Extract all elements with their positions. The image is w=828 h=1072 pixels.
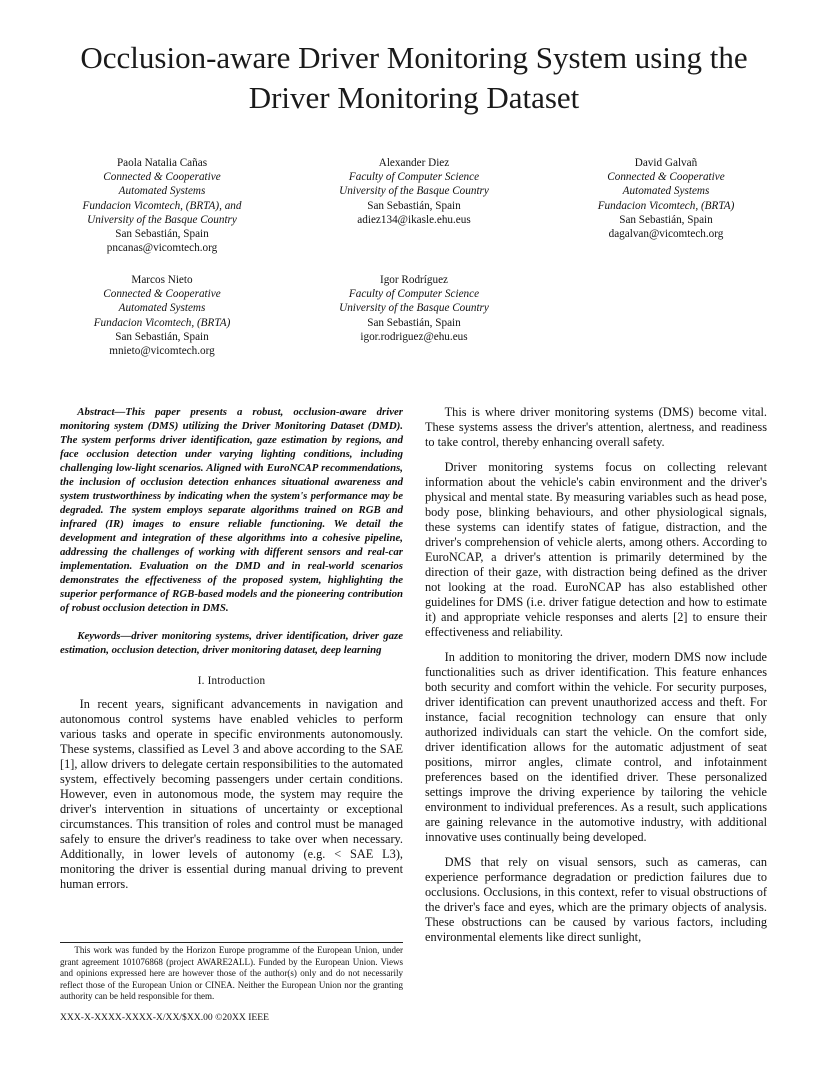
right-column <box>425 405 767 955</box>
funding-footnote: This work was funded by the Horizon Europe programme of the European Union, under grant agreement 101076868 (project AWARE2ALL). Funded by the European Union. Views and opinions expressed here are however those of the author(s) only and do not necessarily reflect those of the European Union or CINEA. Neither the European Union nor the granting authority can be held responsible for them. <box>60 945 403 1002</box>
left-column <box>60 405 403 902</box>
intro-paragraph: In recent years, significant advancements in navigation and autonomous control systems have enabled vehicles to perform various tasks and operate in specific environments autonomously. These systems, classified as Level 3 and above according to the SAE [1], allow drivers to delegate certain responsibilities to the automated system, effectively becoming passengers under certain conditions. However, even in autonomous mode, the system may require the driver's intervention in situations of uncertainty or exceptional circumstances. This transition of roles and control must be managed safely to ensure the driver's readiness to take over when necessary. Additionally, in lower levels of autonomy (e.g. < SAE L3), monitoring the driver is essential during manual driving to prevent human errors. <box>60 697 403 891</box>
author-name: Alexander Diez <box>378 157 450 169</box>
author-email: pncanas@vicomtech.org <box>106 242 218 255</box>
author-affiliation: University of the Basque Country <box>339 302 489 315</box>
section-heading: I. Introduction <box>197 675 266 687</box>
author-email: igor.rodriguez@ehu.eus <box>360 330 468 343</box>
author-block-1 <box>42 156 282 255</box>
copyright-line: XXX-X-XXXX-XXXX-X/XX/$XX.00 ©20XX IEEE <box>60 1012 269 1023</box>
author-location: San Sebastián, Spain <box>115 330 209 343</box>
author-affiliation: Fundacion Vicomtech, (BRTA), and <box>82 199 242 212</box>
author-location: San Sebastián, Spain <box>115 228 209 241</box>
author-block-5 <box>294 273 534 344</box>
keywords: Keywords—driver monitoring systems, driver identification, driver gaze estimation, occlusion detection, driver monitoring dataset, deep learning <box>60 630 403 656</box>
author-affiliation: University of the Basque Country <box>339 185 489 198</box>
author-name: Igor Rodríguez <box>379 274 449 286</box>
abstract: Abstract—This paper presents a robust, occlusion-aware driver monitoring system (DMS) utilizing the Driver Monitoring Dataset (DMD). The system performs driver identification, gaze estimation by regions, and face occlusion detection under varying lighting conditions, including challenging low-light scenarios. Aligned with EuroNCAP recommendations, the inclusion of occlusion detection enhances situational awareness and system trustworthiness by indicating when the system's performance may be degraded. The system employs separate algorithms trained on RGB and infrared (IR) images to ensure reliable functioning. We detail the development and integration of these algorithms into a cohesive pipeline, addressing the challenges of working with different sensors and real-car implementation. Evaluation on the DMD and in real-world scenarios demonstrates the effectiveness of the proposed system, highlighting the superior performance of RGB-based models and the pioneering contribution of robust occlusion detection in DMS. <box>60 406 403 614</box>
author-email: dagalvan@vicomtech.org <box>608 228 724 241</box>
author-affiliation: Automated Systems <box>118 185 206 198</box>
author-affiliation: Faculty of Computer Science <box>348 171 480 184</box>
author-email: adiez134@ikasle.ehu.eus <box>357 213 471 226</box>
body-paragraph: Driver monitoring systems focus on collecting relevant information about the vehicle's cabin environment and the driver's physical and mental state. By measuring variables such as head pose, body pose, blinking behaviours, and other physiological signals, these systems can identify states of fatigue, distraction, and the driver's comprehension of vehicle alerts, among others. According to EuroNCAP, a driver's attention is primarily determined by the direction of their gaze, with distraction being defined as the driver not looking at the road. EuroNCAP has also established other guidelines for DMS (i.e. driver fatigue detection and how to estimate it) and appropriate vehicle responses and alerts [2] to ensure their effectiveness and reliability. <box>425 460 767 639</box>
author-affiliation: Fundacion Vicomtech, (BRTA) <box>93 316 231 329</box>
author-affiliation: Faculty of Computer Science <box>348 288 480 301</box>
author-affiliation: Fundacion Vicomtech, (BRTA) <box>597 199 735 212</box>
paper-title: Occlusion-aware Driver Monitoring System using the Driver Monitoring Dataset <box>80 40 748 115</box>
author-affiliation: University of the Basque Country <box>87 213 237 226</box>
author-name: David Galvañ <box>634 157 698 169</box>
author-location: San Sebastián, Spain <box>619 213 713 226</box>
author-email: mnieto@vicomtech.org <box>109 345 215 358</box>
author-block-4 <box>42 273 282 358</box>
body-paragraph: In addition to monitoring the driver, modern DMS now include functionalities such as driver identification. This feature enhances both security and comfort within the vehicle. For security purposes, driver identification can prevent unauthorized access and theft. For instance, facial recognition technology can ensure that only authorized individuals can start the vehicle. On the comfort side, driver identification allows for the automatic adjustment of seat positions, mirror angles, climate control, and infotainment preferences based on the identified driver. These personalized settings improve the driving experience by tailoring the vehicle environment to individual preferences. As a result, such applications are gaining relevance in the automotive industry, with additional innovative uses continually being developed. <box>425 650 767 844</box>
author-block-3 <box>546 156 786 241</box>
author-affiliation: Connected & Cooperative <box>607 171 725 184</box>
body-paragraph: DMS that rely on visual sensors, such as cameras, can experience performance degradation or prediction failures due to occlusions. Occlusions, in this context, refer to visual obstructions of the driver's face and eyes, which are the primary objects of analysis. These obstructions can be caused by various factors, including environmental elements like direct sunlight, <box>425 855 767 944</box>
author-affiliation: Automated Systems <box>622 185 710 198</box>
author-affiliation: Connected & Cooperative <box>103 288 221 301</box>
author-name: Paola Natalia Cañas <box>116 157 208 169</box>
footnote-divider <box>60 942 403 943</box>
author-block-2 <box>294 156 534 227</box>
author-affiliation: Connected & Cooperative <box>103 171 221 184</box>
author-location: San Sebastián, Spain <box>367 199 461 212</box>
author-name: Marcos Nieto <box>131 274 193 286</box>
body-paragraph: This is where driver monitoring systems (DMS) become vital. These systems assess the driver's attention, alertness, and readiness to take control, thereby enhancing overall safety. <box>425 405 767 449</box>
author-location: San Sebastián, Spain <box>367 316 461 329</box>
author-affiliation: Automated Systems <box>118 302 206 315</box>
